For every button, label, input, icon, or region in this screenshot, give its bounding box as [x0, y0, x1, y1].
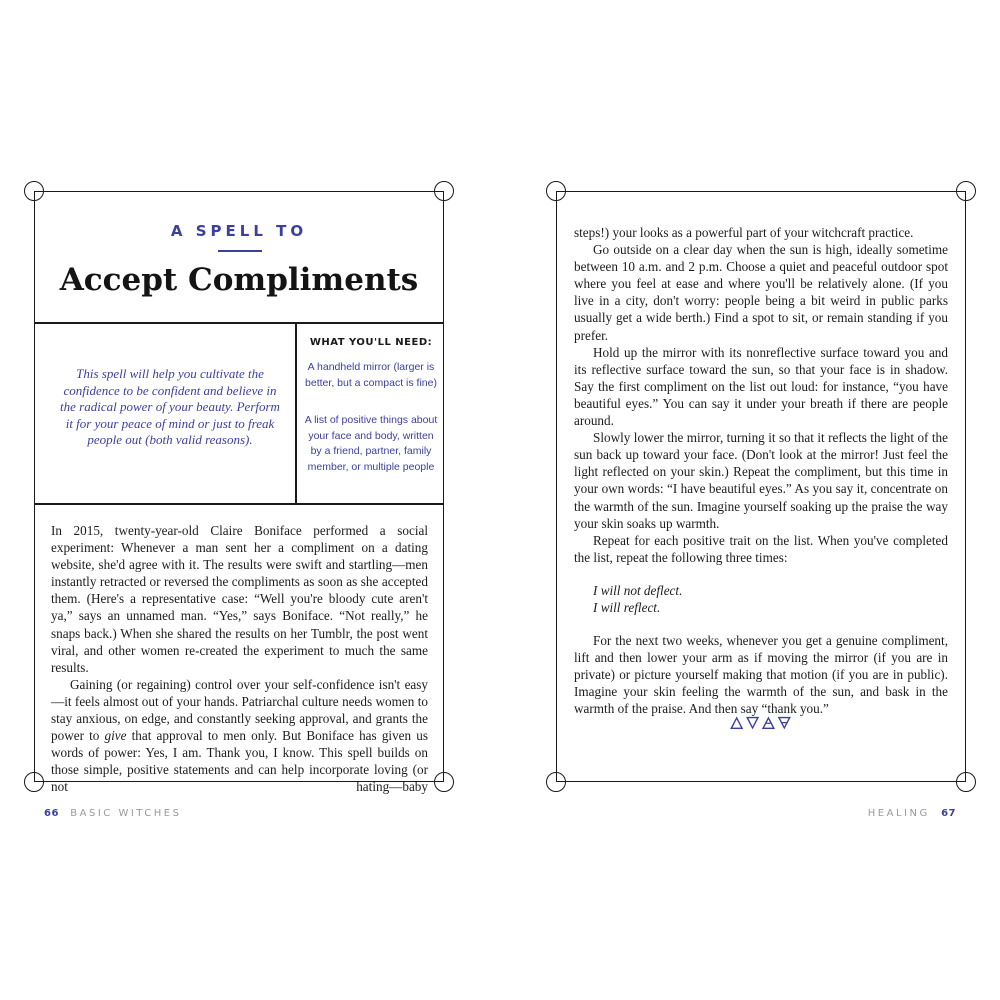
body-paragraph: In 2015, twenty-year-old Claire Boniface performed a social experiment: Whenever a man sent her a compliment on a dating website, she'd agree with it. The results were swift and startling—men instantly retracted or reversed the compliments as soon as she accepted them. (Here's a representative case: “Well you're bloody cute aren't ya,” says an unnamed man. “Yes,” says Boniface. “Not really,” he snaps back.) When she shared the results on her Tumblr, the post went viral, and other women re-created the experiment to much the same results. — [51, 523, 428, 675]
right-body-text — [574, 224, 948, 718]
body-paragraph: Go outside on a clear day when the sun is high, ideally sometime between 10 a.m. and 2 p.m. Choose a quiet and peaceful outdoor spot where you feel at ease and where you'll be relatively alone. (If you live in a city, don't worry: people being a bit weird in public parks usually get a wide berth.) Find a spot to sit, or remain standing if you prefer. — [574, 242, 948, 343]
body-paragraph: steps!) your looks as a powerful part of your witchcraft practice. — [574, 225, 914, 240]
body-paragraph: Gaining (or regaining) control over your self-confidence isn't easy—it feels almost out of your hands. Patriarchal culture needs women to stay anxious, on edge, and constantly seeking approval, and grants the power to give that approval to men only. But Boniface has given us words of power: Yes, I am. Thank you, I know. This spell builds on those simple, positive statements and can help incorporate loving (or not hating—baby — [51, 676, 428, 795]
corner-circle-top-left — [546, 181, 566, 201]
body-paragraph: For the next two weeks, whenever you get a genuine compliment, lift and then lower your arm as if moving the mirror (if you are in private) or picture yourself making that motion (if you are in public). Imagine your skin feeling the warmth of the sun, and bask in the warmth of the praise. And then say “thank you.” — [574, 633, 948, 717]
emphasis: give — [104, 728, 127, 744]
corner-circle-top-right — [956, 181, 976, 201]
folio-right — [868, 808, 956, 819]
running-head: BASIC WITCHES — [70, 808, 182, 819]
running-head: HEALING — [867, 808, 930, 819]
kicker-rule — [218, 250, 262, 252]
needs-column-divider — [295, 322, 297, 504]
corner-circle-top-left — [24, 181, 44, 201]
need-item: A list of positive things about your face and body, written by a friend, partner, family member, or multiple people — [304, 414, 438, 473]
needs-heading: WHAT YOU'LL NEED: — [309, 337, 433, 348]
body-paragraph: Repeat for each positive trait on the list. When you've completed the list, repeat the following three times: — [574, 532, 948, 565]
incantation-line: I will reflect. — [593, 599, 661, 615]
spell-kicker: A SPELL TO — [170, 222, 308, 240]
elemental-symbols-icon: 🜂🜄🜁🜃 — [729, 714, 793, 734]
incantation-line: I will not deflect. — [593, 582, 683, 598]
corner-circle-bottom-right — [956, 772, 976, 792]
page-number: 66 — [44, 808, 59, 819]
incantation — [593, 582, 948, 616]
corner-circle-bottom-left — [24, 772, 44, 792]
left-body-text — [51, 522, 428, 796]
needs-box-divider — [34, 503, 444, 505]
title-box-divider — [34, 322, 444, 324]
need-item: A handheld mirror (larger is better, but a compact is fine) — [305, 361, 437, 389]
page-title: Accept Compliments — [59, 262, 419, 298]
corner-circle-bottom-right — [434, 772, 454, 792]
body-paragraph: Slowly lower the mirror, turning it so that it reflects the light of the sun back up toward your face. (Don't look at the mirror! Just feel the light reflected on your skin.) Repeat the compliment, but this time in your own words: “I have beautiful eyes.” As you say it, concentrate on the warmth of the sun. Imagine yourself soaking up the praise the way your skin soaks up warmth. — [574, 430, 948, 531]
spell-intro: This spell will help you cultivate the confidence to be confident and believe in the radical power of your beauty. Perform it for your peace of mind or just to freak people out (both valid reasons). — [60, 366, 280, 447]
corner-circle-bottom-left — [546, 772, 566, 792]
corner-circle-top-right — [434, 181, 454, 201]
page-number: 67 — [941, 808, 956, 819]
body-paragraph: Hold up the mirror with its nonreflective surface toward you and its reflective surface toward the sun, so that your face is in shadow. Say the first compliment on the list out loud: for instance, “you have beautiful eyes.” You can say it under your breath if there are people around. — [574, 344, 948, 429]
folio-left — [44, 808, 181, 819]
